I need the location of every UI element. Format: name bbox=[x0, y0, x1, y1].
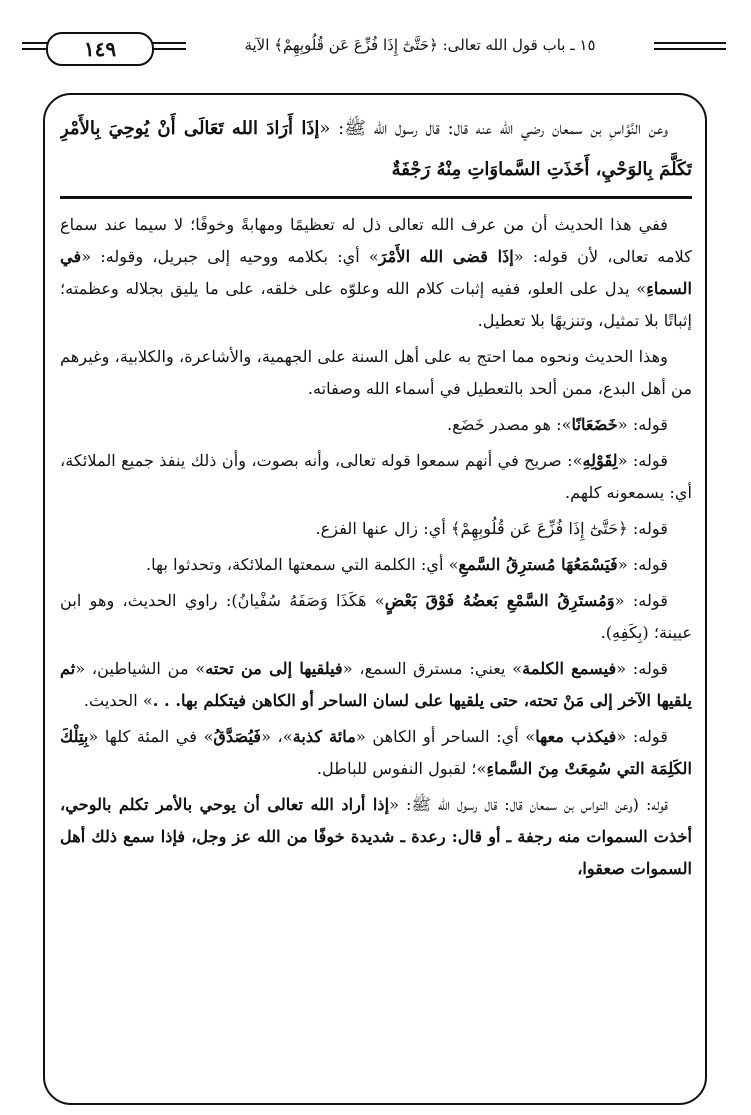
p1-bold-d: في السماءِ bbox=[60, 247, 692, 298]
p9-bold-d: مائة كذبة bbox=[292, 727, 356, 746]
paragraph-3 bbox=[60, 409, 692, 441]
hadith-paragraph bbox=[60, 108, 692, 190]
p7-bold-b: وَمُستَرِقُ السَّمْعِ بَعضُهُ فَوْقَ بَعْضٍ bbox=[384, 591, 615, 610]
p8-bold-f: ثم يلقيها الآخر إلى مَنْ تحته، حتى يلقيها على لسان الساحر أو الكاهن فيتكلم بها. . . bbox=[60, 659, 692, 710]
paragraph-9 bbox=[60, 721, 692, 785]
p8-text-a: قوله: « bbox=[616, 659, 668, 678]
header-rule-right-bottom bbox=[654, 48, 726, 50]
p9-text-a: قوله: « bbox=[616, 727, 669, 746]
p9-bold-h: بِتِلْكَ الكَلِمَة التي سُمِعَتْ مِنَ السَّماءِ bbox=[60, 727, 692, 778]
p9-bold-b: فيكذب معها bbox=[535, 727, 617, 746]
p8-text-c: » يعني: مسترق السمع، « bbox=[342, 659, 523, 678]
p8-text-e: » من الشياطين، « bbox=[75, 659, 206, 678]
p4-bold-b: لِقَوْلِهِ bbox=[582, 451, 618, 470]
p9-text-i: »؛ لقبول النفوس للباطل. bbox=[316, 759, 487, 778]
paragraph-5: قوله: ﴿حَتَّىٰٓ إِذَا فُزِّعَ عَن قُلُوبِهِمْ﴾ أي: زال عنها الفزع. bbox=[315, 519, 668, 538]
paragraph-10 bbox=[60, 789, 692, 885]
p1-text-c: » أي: بكلامه ووحيه إلى جبريل، وقوله: « bbox=[81, 247, 379, 266]
p10-text-a: قوله: (وعن النواس بن سمعان قال: قال رسول الله ﷺ: « bbox=[389, 795, 668, 814]
page-number: ١٤٩ bbox=[46, 32, 154, 66]
p9-text-c: » أي: الساحر أو الكاهن « bbox=[355, 727, 536, 746]
page-header bbox=[0, 0, 751, 70]
p10-bold-b: إذا أراد الله تعالى أن يوحي بالأمر تكلم بالوحي، أخذت السموات منه رجفة ـ أو قال: رعدة ـ شديدة خوفًا من الله عز وجل، فإذا سمع ذلك أهل السموات صعقوا، bbox=[60, 795, 692, 878]
paragraph-1 bbox=[60, 209, 692, 337]
p9-text-g: » في المئة كلها « bbox=[88, 727, 214, 746]
p1-text-e: » يدل على العلو، ففيه إثبات كلام الله وعلوّه على خلقه، على ما يليق بجلاله وعظمته؛ إثباتًا بلا تمثيل، وتنزيهًا بلا تعطيل. bbox=[60, 279, 692, 330]
p4-text-a: قوله: « bbox=[617, 451, 669, 470]
p3-bold-b: خَضَعَانًا bbox=[571, 415, 618, 434]
hadith-quote bbox=[60, 108, 692, 190]
p6-text-c: » أي: الكلمة التي سمعتها الملائكة، وتحدثوا بها. bbox=[145, 555, 459, 574]
section-divider bbox=[60, 196, 692, 199]
p7-text-c: » هَكَذَا وَصَفَهُ سُفْيانُ): راوي الحديث، وهو ابن عيينة؛ (بِكَفِهِ). bbox=[60, 591, 692, 642]
p3-text-a: قوله: « bbox=[617, 415, 668, 434]
paragraph-7 bbox=[60, 585, 692, 649]
p6-bold-b: فَيَسْمَعُهَا مُسترِقُ السَّمعِ bbox=[458, 555, 618, 574]
p6-text-a: قوله: « bbox=[617, 555, 668, 574]
p9-bold-f: فَيُصَدَّقُ bbox=[213, 727, 262, 746]
p7-text-a: قوله: « bbox=[614, 591, 668, 610]
p3-text-c: »: هو مصدر خَضَع. bbox=[447, 415, 572, 434]
header-rule-right-top bbox=[654, 42, 726, 44]
paragraph-4 bbox=[60, 445, 692, 509]
p8-bold-d: فيلقيها إلى من تحته bbox=[205, 659, 343, 678]
hadith-intro: وعن النَّوَّاسِ بن سمعان رضي الله عنه قال: قال رسول الله ﷺ: « bbox=[319, 118, 669, 139]
paragraph-8 bbox=[60, 653, 692, 717]
p8-text-g: » الحديث. bbox=[83, 691, 153, 710]
p4-text-c: »: صريح في أنهم سمعوا قوله تعالى، وأنه بصوت، وأن ذلك ينفذ جميع الملائكة، أي: يسمعونه كلهم. bbox=[60, 451, 692, 502]
paragraph-6 bbox=[60, 549, 692, 581]
hadith-bold-text: إذَا أَرَادَ الله تَعَالَى أَنْ يُوحِيَ بِالأَمْرِ تَكَلَّمَ بِالوَحْيِ، أَخَذَتِ السَّماوَاتِ مِنْهُ رَجْفَةٌ bbox=[60, 118, 692, 180]
running-title: ١٥ ـ باب قول الله تعالى: ﴿حَتَّىٰٓ إِذَا فُزِّعَ عَن قُلُوبِهِمْ﴾ الآية bbox=[244, 36, 596, 54]
p1-bold-b: إذَا قضى الله الأَمْرَ bbox=[378, 247, 514, 266]
p9-text-e: »، « bbox=[261, 727, 293, 746]
page-content bbox=[60, 108, 692, 1098]
paragraph-2: وهذا الحديث ونحوه مما احتج به على أهل السنة على الجهمية، والأشاعرة، والكلابية، وغيرهم من أهل البدع، ممن ألحد بالتعطيل في أسماء الله وصفاته. bbox=[60, 347, 692, 398]
p8-bold-b: فيسمع الكلمة bbox=[522, 659, 617, 678]
p1-text-a: ففي هذا الحديث أن من عرف الله تعالى ذل له تعظيمًا ومهابةً وخوفًا؛ لا سيما عند سماع كلامه تعالى، لأن قوله: « bbox=[60, 215, 692, 266]
